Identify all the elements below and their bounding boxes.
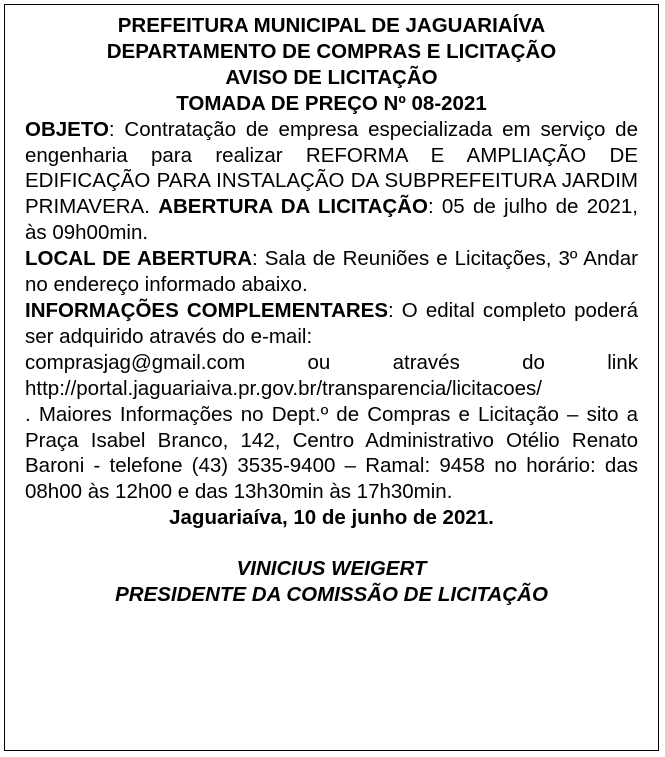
header-aviso: AVISO DE LICITAÇÃO [225, 65, 438, 89]
header-departamento: DEPARTAMENTO DE COMPRAS E LICITAÇÃO [106, 39, 557, 63]
informacoes-paragraph [25, 298, 638, 505]
signature-title: PRESIDENTE DA COMISSÃO DE LICITAÇÃO [115, 583, 548, 607]
date-line: Jaguariaíva, 10 de junho de 2021. [169, 506, 494, 530]
informacoes-intro [25, 298, 638, 350]
objeto-label: OBJETO [25, 117, 109, 141]
informacoes-rest: . Maiores Informações no Dept.º de Compras e Licitação – sito a Praça Isabel Branco, 142, Centro Administrativo Otélio Renato Baroni - telefone (43) 3535-9400 – Ramal: 9458 no horário: das 08h00 às 12h00 e das 13h30min às 17h30min. [25, 402, 638, 504]
informacoes-text: : O edital completo poderá ser adquirido através do e-mail: [25, 298, 638, 348]
header-tomada-preco: TOMADA DE PREÇO Nº 08-2021 [176, 91, 487, 115]
email-address: comprasjag@gmail.com [25, 350, 246, 374]
abertura-text: : 05 de julho de 2021, às 09h00min. [25, 195, 639, 245]
abertura-label: ABERTURA DA LICITAÇÃO [158, 195, 428, 219]
local-paragraph [25, 246, 638, 298]
header-prefeitura: PREFEITURA MUNICIPAL DE JAGUARIAÍVA [117, 14, 546, 37]
word-ou: ou [307, 350, 331, 374]
local-text: : Sala de Reuniões e Licitações, 3º Andar no endereço informado abaixo. [25, 247, 639, 297]
informacoes-label: INFORMAÇÕES COMPLEMENTARES [25, 298, 389, 322]
objeto-text: : Contratação de empresa especializada em serviço de engenharia para realizar REFORMA E AMPLIAÇÃO DE EDIFICAÇÃO PARA INSTALAÇÃO DA SUBPREFEITURA JARDIM PRIMAVERA. [25, 117, 638, 219]
local-label: LOCAL DE ABERTURA [25, 247, 253, 271]
notice-content [25, 13, 638, 608]
word-do: do [522, 350, 545, 374]
licitacao-notice [4, 4, 659, 751]
word-link: link [607, 350, 638, 374]
spacer [25, 531, 638, 556]
signature-name: VINICIUS WEIGERT [236, 557, 427, 581]
word-atraves: através [392, 350, 460, 374]
objeto-paragraph [25, 117, 638, 247]
email-line [25, 350, 638, 376]
portal-url: http://portal.jaguariaiva.pr.gov.br/transparencia/licitacoes/ [25, 376, 542, 400]
